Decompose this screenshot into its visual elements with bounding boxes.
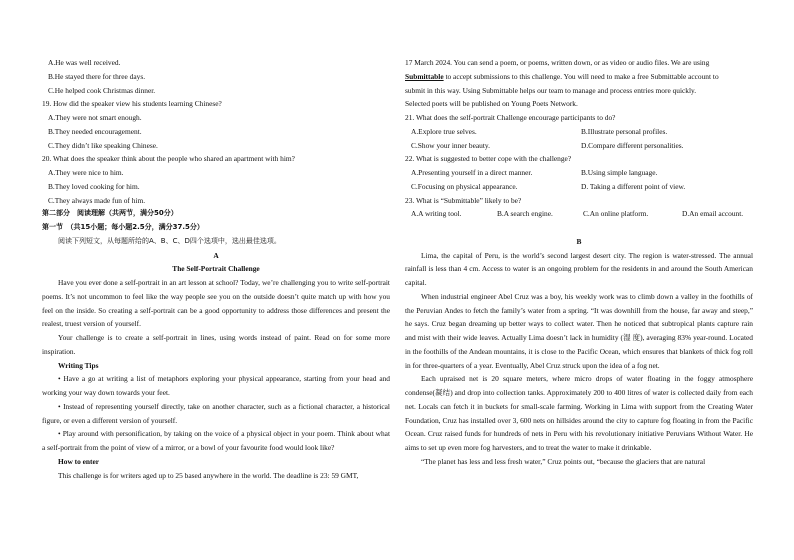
q23-options-row [405, 207, 753, 221]
passage-b-paragraph-2: When industrial engineer Abel Cruz was a boy, his weekly work was to climb down a valley in the foothills of the Peruvian Andes to fetch the family’s water from a spring. “It was downhill from the house, far away and steep,” he says. Cruz began dreaming up better ways to collect water. Then he noticed that subtropical plants capture rain and mist with their wide leaves. Actually Lima doesn’t lack in humidity (湿 度), averaging 83% year-round. Located in the foothills of the Andean mountains, it is close to the Pacific Ocean, which ensures that blankets of thick fog roll in for three-quarters of a year. Eventually, Abel Cruz struck upon the idea of a fog net. [405, 291, 753, 370]
q19-option-a: A.They were not smart enough. [48, 113, 142, 122]
question-22: 22. What is suggested to better cope with the challenge? [405, 154, 572, 164]
writing-tip-3: • Play around with personification, by taking on the voice of a physical object in your poem. Think about what a self-portrait from the point of view of a mirror, or a bowl of your favourite food would look like? [42, 429, 390, 452]
q22-option-d: D. Taking a different point of view. [581, 181, 686, 191]
part-two-heading: 第二部分 阅读理解（共两节，满分50分） [42, 209, 178, 218]
question-20: 20. What does the speaker think about the people who shared an apartment with him? [42, 154, 295, 164]
q18-option-c: C.He helped cook Christmas dinner. [48, 85, 156, 95]
q23-option-d: D.An email account. [682, 209, 744, 219]
q22-options-row-2 [405, 180, 753, 194]
q22-option-a: A.Presenting yourself in a direct manner. [411, 168, 533, 177]
passage-a-paragraph-2: Your challenge is to create a self-portrait in lines, using words instead of paint. Read on for some more inspiration. [42, 333, 390, 356]
q22-option-c: C.Focusing on physical appearance. [411, 181, 518, 191]
q19-option-c: C.They didn’t like speaking Chinese. [48, 140, 158, 150]
passage-b-paragraph-4: “The planet has less and less fresh water,” Cruz points out, “because the glaciers that are natural [421, 456, 706, 466]
left-column [42, 56, 390, 482]
q20-option-b: B.They loved cooking for him. [48, 181, 140, 191]
q22-option-b: B.Using simple language. [581, 168, 658, 177]
passage-a-title: The Self-Portrait Challenge [172, 264, 260, 274]
q21-option-d: D.Compare different personalities. [581, 140, 684, 150]
submittable-link[interactable]: Submittable [405, 71, 444, 81]
q23-option-a: A.A writing tool. [411, 209, 462, 219]
reading-instruction: 阅读下列短文，从每题所给的A、B、C、D四个选项中，选出最佳选项。 [58, 236, 281, 245]
passage-b-letter: B [576, 236, 582, 246]
entry-continued-3: submit in this way. Using Submittable helps our team to manage and process entries more quickly. [405, 85, 697, 95]
q18-option-b: B.He stayed there for three days. [48, 71, 146, 81]
q20-option-a: A.They were nice to him. [48, 168, 124, 177]
writing-tips-heading: Writing Tips [58, 360, 99, 370]
q21-option-c: C.Show your inner beauty. [411, 140, 490, 150]
q21-option-a: A.Explore true selves. [411, 126, 477, 136]
question-19: 19. How did the speaker view his students learning Chinese? [42, 99, 222, 109]
section-one-heading: 第一节 （共15小题；每小题2.5分，满分37.5分） [42, 223, 204, 231]
q21-options-row-2 [405, 139, 753, 153]
question-21: 21. What does the self-portrait Challenge encourage participants to do? [405, 113, 616, 122]
q19-option-b: B.They needed encouragement. [48, 126, 142, 136]
q23-option-b: B.A search engine. [497, 209, 553, 219]
writing-tip-1: • Have a go at writing a list of metaphors exploring your physical appearance, starting from your head and working your way down towards your feet. [42, 374, 390, 397]
q20-option-c: C.They always made fun of him. [48, 195, 146, 205]
q18-option-a: A.He was well received. [48, 58, 121, 67]
entry-continued-1: 17 March 2024. You can send a poem, or poems, written down, or as video or audio files. We are using [405, 58, 710, 67]
how-to-enter-heading: How to enter [58, 456, 100, 466]
q23-option-c: C.An online platform. [583, 209, 649, 219]
passage-b-paragraph-3: Each upraised net is 20 square meters, where micro drops of water floating in the foggy atmosphere condense(凝结) and drop into collection tanks. Approximately 200 to 400 litres of water is collected daily from each net. Locals can fetch it in buckets for small-scale farming. Working in Lima with support from the Creating Water Foundation, Cruz has installed over 3, 600 nets on hillsides around the city to capture fog floating in from the Pacific Ocean. Cruz raised funds for hundreds of nets in Peru with his revolutionary initiative Peruvians Without Water. He aims to set up even more fog harvesters, and to treat the water to make it drinkable. [405, 374, 754, 452]
passage-b-paragraph-1: Lima, the capital of Peru, is the world’s second largest desert city. The region is water-stressed. The annual rainfall is less than 4 cm. Access to water is an ongoing problem for the residents in and around the South American capital. [405, 250, 753, 287]
entry-continued-2: Submittable to accept submissions to this challenge. You will need to make a free Submittable account to [405, 71, 719, 81]
q22-options-row-1 [405, 166, 753, 180]
entry-continued-4: Selected poets will be published on Young Poets Network. [405, 99, 578, 109]
q21-option-b: B.Illustrate personal profiles. [581, 126, 668, 136]
question-23: 23. What is “Submittable” likely to be? [405, 195, 522, 205]
writing-tip-2: • Instead of representing yourself directly, take on another character, such as a fictional character, a historical figure, or even a different version of yourself. [42, 401, 390, 425]
how-to-enter-text: This challenge is for writers aged up to 25 based anywhere in the world. The deadline is 23: 59 GMT, [58, 470, 359, 480]
passage-a-paragraph-1: Have you ever done a self-portrait in an art lesson at school? Today, we’re challenging you to write self-portrait poems. It’s not uncommon to feel like the way people see you on the outside doesn’t quite match up with how you feel on the inside. So creating a self-portrait can be a good opportunity to address those differences and present the realest, truest version of yourself. [42, 278, 390, 329]
right-column [405, 56, 753, 469]
q21-options-row-1 [405, 125, 753, 139]
passage-a-letter: A [213, 250, 219, 260]
